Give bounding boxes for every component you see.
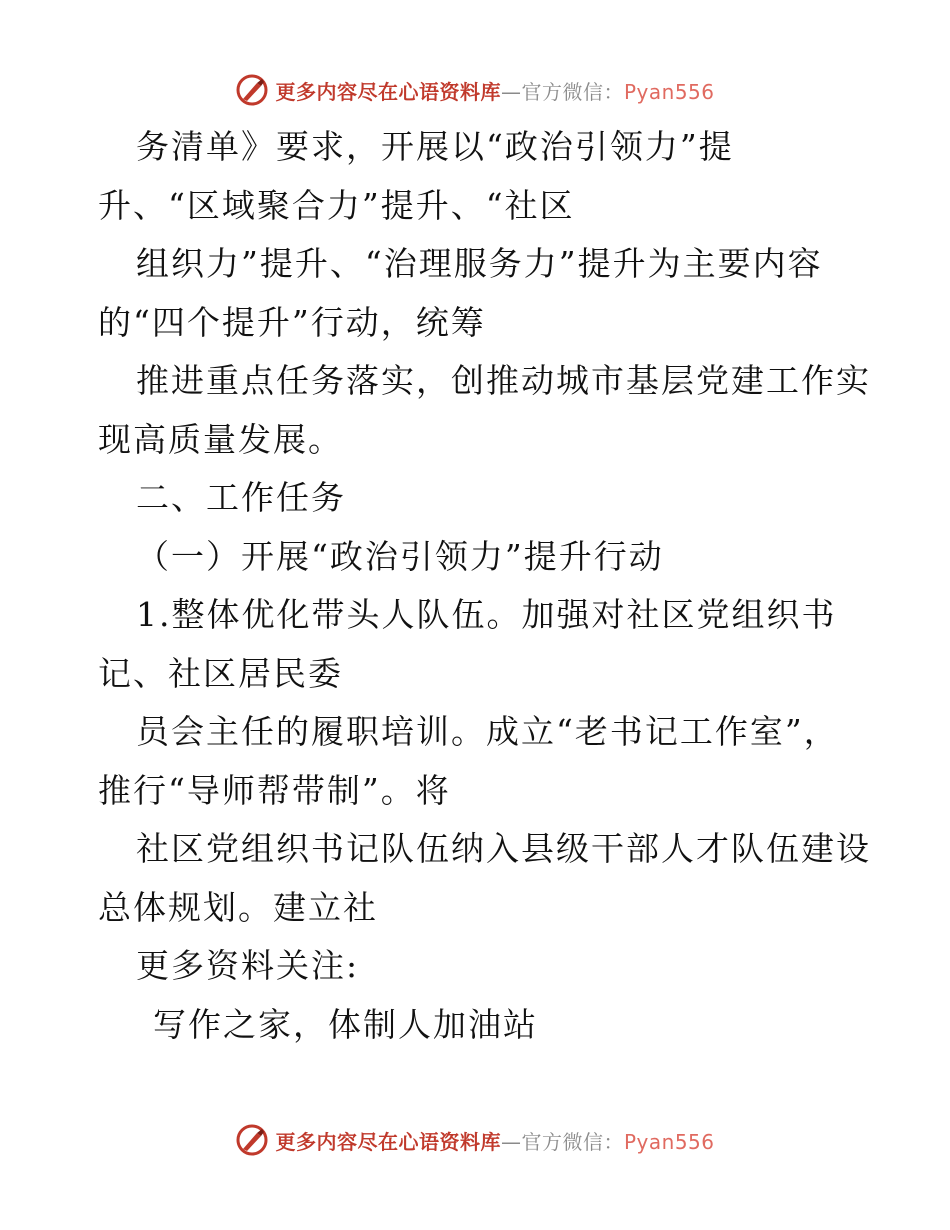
watermark-text	[275, 76, 714, 105]
footer-watermark	[0, 1120, 950, 1160]
body-line: 社区党组织书记队伍纳入县级干部人才队伍建设	[136, 829, 871, 868]
watermark-separator: —	[500, 79, 522, 104]
promo-line: 更多资料关注:	[136, 946, 360, 985]
body-line: 记、社区居民委	[98, 653, 343, 693]
watermark-brand: 更多内容尽在心语资料库	[275, 79, 501, 104]
body-line: 现高质量发展。	[98, 419, 343, 459]
watermark-wechat-id: Pyan556	[623, 1129, 715, 1154]
promo-line: 写作之家，体制人加油站	[153, 1004, 538, 1044]
body-line: 务清单》要求，开展以“政治引领力”提	[136, 127, 734, 166]
body-line: 总体规划。建立社	[98, 887, 378, 927]
watermark-official-label: 官方微信：	[521, 79, 624, 104]
watermark-official-label: 官方微信：	[521, 1129, 624, 1154]
body-line: 1.整体优化带头人队伍。加强对社区党组织书	[136, 595, 837, 634]
pen-logo-icon	[235, 73, 269, 107]
watermark-separator: —	[500, 1129, 522, 1154]
header-watermark	[0, 70, 950, 110]
watermark-wechat-id: Pyan556	[623, 79, 715, 104]
body-line: 员会主任的履职培训。成立“老书记工作室”，	[136, 712, 839, 751]
document-body	[98, 118, 871, 1054]
watermark-brand: 更多内容尽在心语资料库	[275, 1129, 501, 1154]
body-line: 的“四个提升”行动，统筹	[98, 302, 486, 342]
body-line: 推进重点任务落实，创推动城市基层党建工作实	[136, 361, 871, 400]
section-heading: 二、工作任务	[136, 478, 346, 517]
watermark-text	[275, 1126, 714, 1155]
subsection-heading: （一）开展“政治引领力”提升行动	[136, 536, 664, 576]
body-line: 组织力”提升、“治理服务力”提升为主要内容	[136, 244, 823, 283]
body-line: 推行“导师帮带制”。将	[98, 770, 451, 810]
pen-logo-icon	[235, 1123, 269, 1157]
body-line: 升、“区域聚合力”提升、“社区	[98, 185, 575, 225]
